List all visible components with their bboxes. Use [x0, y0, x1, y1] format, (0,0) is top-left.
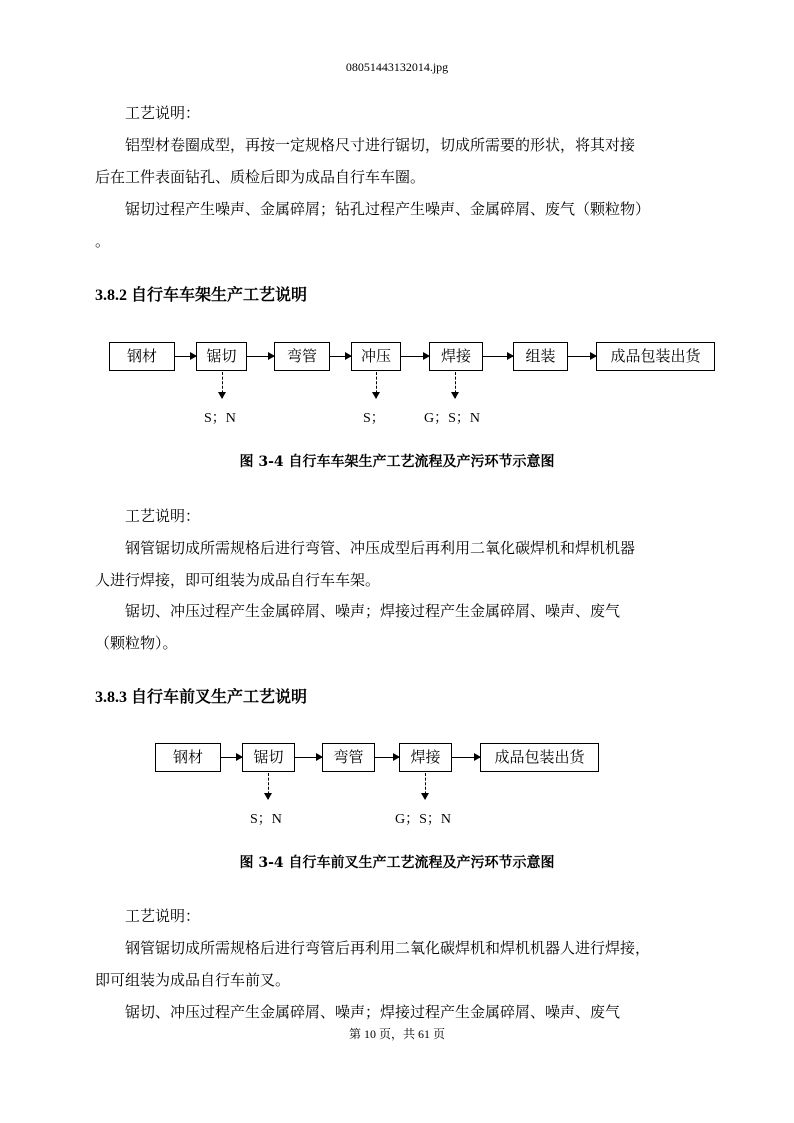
- process-label: 工艺说明：: [125, 907, 201, 925]
- page-header-filename: 08051443132014.jpg: [345, 60, 449, 74]
- flow-arrow: [330, 356, 351, 357]
- flow-arrow: [452, 757, 480, 758]
- flow-arrow: [568, 356, 596, 357]
- paragraph-line: 锯切、冲压过程产生金属碎屑、噪声；焊接过程产生金属碎屑、噪声、废气: [125, 1003, 621, 1021]
- paragraph-line: 。: [95, 232, 111, 250]
- paragraph-line: （颗粒物）。: [95, 634, 178, 652]
- process-label: 工艺说明：: [125, 507, 201, 525]
- flow-step-stamping: 冲压: [351, 342, 401, 371]
- section-heading-frame: 3.8.2 自行车车架生产工艺说明: [95, 287, 308, 304]
- flow-arrow: [375, 757, 399, 758]
- flow-step-bending: 弯管: [274, 342, 330, 371]
- flow-step-packaging: 成品包装出货: [480, 743, 599, 772]
- flow-step-sawing: 锯切: [196, 342, 247, 371]
- flow-arrow: [247, 356, 274, 357]
- paragraph-line: 后在工件表面钻孔、质检后即为成品自行车车圈。: [95, 168, 426, 186]
- emission-arrow: [425, 773, 426, 799]
- flow-step-packaging: 成品包装出货: [596, 342, 715, 371]
- emission-arrow: [455, 372, 456, 398]
- flow-step-sawing: 锯切: [242, 743, 295, 772]
- paragraph-line: 钢管锯切成所需规格后进行弯管、冲压成型后再利用二氧化碳焊机和焊机机器: [125, 539, 636, 557]
- paragraph-line: 铝型材卷圈成型，再按一定规格尺寸进行锯切，切成所需要的形状，将其对接: [125, 136, 636, 154]
- emission-arrow: [222, 372, 223, 398]
- process-label: 工艺说明：: [125, 104, 201, 122]
- flow-step-steel: 钢材: [109, 342, 175, 371]
- emission-label: S；N: [250, 812, 282, 827]
- flow-step-bending: 弯管: [322, 743, 375, 772]
- flow-arrow: [221, 757, 242, 758]
- flow-arrow: [295, 757, 322, 758]
- section-heading-fork: 3.8.3 自行车前叉生产工艺说明: [95, 689, 308, 706]
- flow-step-welding: 焊接: [429, 342, 483, 371]
- emission-label: G；S；N: [424, 411, 481, 426]
- page-footer-number: 第 10 页，共 61 页: [348, 1027, 445, 1041]
- figure-caption: 图 3-4 自行车前叉生产工艺流程及产污环节示意图: [239, 855, 555, 871]
- flow-arrow: [483, 356, 513, 357]
- emission-label: G；S；N: [395, 812, 452, 827]
- figure-caption: 图 3-4 自行车车架生产工艺流程及产污环节示意图: [239, 454, 555, 470]
- emission-arrow: [376, 372, 377, 398]
- paragraph-line: 钢管锯切成所需规格后进行弯管后再利用二氧化碳焊机和焊机机器人进行焊接，: [125, 939, 651, 957]
- paragraph-line: 即可组装为成品自行车前叉。: [95, 971, 291, 989]
- paragraph-line: 锯切、冲压过程产生金属碎屑、噪声；焊接过程产生金属碎屑、噪声、废气: [125, 602, 621, 620]
- emission-arrow: [268, 773, 269, 799]
- flow-arrow: [401, 356, 429, 357]
- flow-step-steel: 钢材: [155, 743, 221, 772]
- flow-arrow: [175, 356, 196, 357]
- emission-label: S；: [363, 411, 385, 426]
- flow-step-welding: 焊接: [399, 743, 452, 772]
- paragraph-line: 锯切过程产生噪声、金属碎屑；钻孔过程产生噪声、金属碎屑、废气（颗粒物）: [125, 200, 651, 218]
- flow-step-assembly: 组装: [513, 342, 568, 371]
- paragraph-line: 人进行焊接，即可组装为成品自行车车架。: [95, 571, 381, 589]
- emission-label: S；N: [204, 411, 236, 426]
